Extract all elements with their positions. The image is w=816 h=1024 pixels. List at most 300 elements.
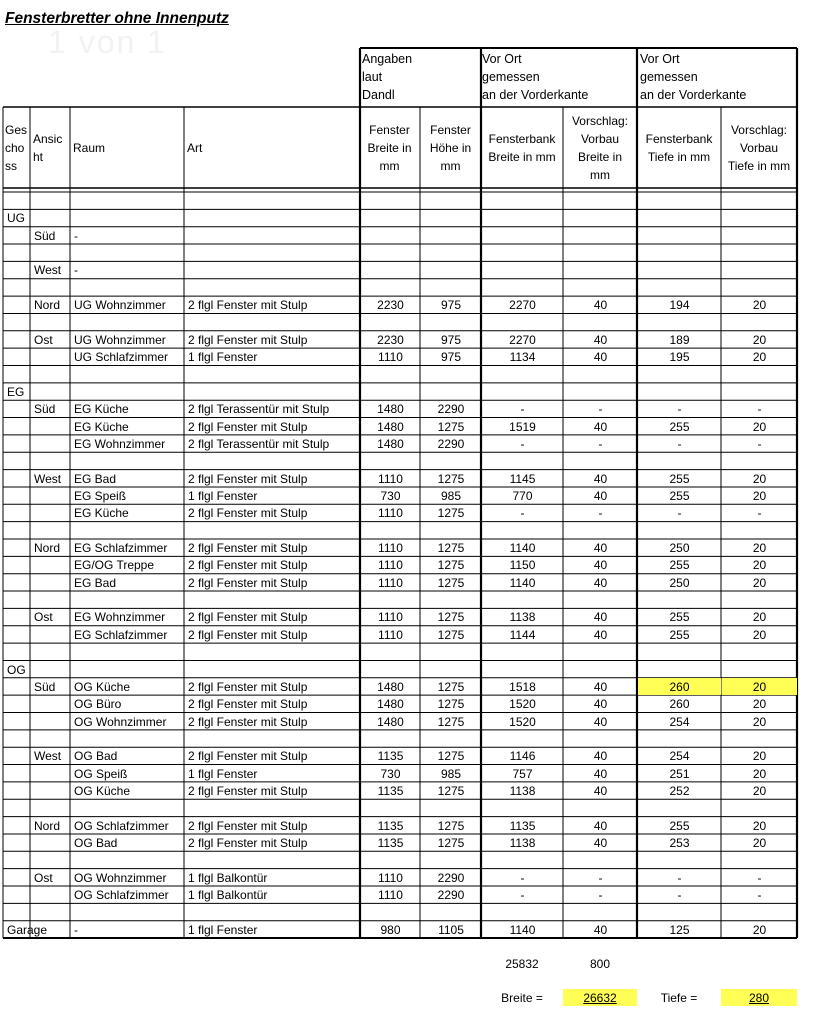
cell-fensterbank-breite: 1519 xyxy=(509,419,536,434)
cell-fenster-hoehe: 1275 xyxy=(437,610,465,625)
cell-vorbau-breite: - xyxy=(598,436,603,451)
cell-raum: OG Wohnzimmer xyxy=(74,714,167,729)
cell-raum xyxy=(71,522,184,539)
table-row xyxy=(0,921,816,938)
col-header-fenster-hoehe: Fenster Höhe in mm xyxy=(429,123,472,173)
cell-fenster-hoehe: 985 xyxy=(440,489,462,503)
cell-vorbau-tiefe: 20 xyxy=(752,714,767,729)
cell-raum: UG Schlafzimmer xyxy=(74,350,169,365)
cell-ansicht: Süd xyxy=(34,679,56,694)
cell-ansicht xyxy=(31,591,70,608)
cell-ansicht xyxy=(31,348,70,365)
cell-fensterbank-tiefe: 253 xyxy=(669,836,690,850)
table-row xyxy=(0,383,816,400)
cell-vorbau-tiefe: 20 xyxy=(752,471,767,486)
cell-geschoss xyxy=(4,452,30,469)
cell-vorbau-tiefe: 20 xyxy=(752,575,767,590)
cell-vorbau-breite xyxy=(564,279,637,296)
table-row xyxy=(0,314,816,331)
cell-vorbau-breite: - xyxy=(598,870,603,885)
cell-vorbau-tiefe xyxy=(722,244,797,261)
cell-fenster-hoehe xyxy=(421,799,481,816)
cell-fensterbank-tiefe: 194 xyxy=(669,298,690,313)
cell-vorbau-tiefe xyxy=(722,314,797,331)
cell-geschoss xyxy=(4,261,30,278)
table-row xyxy=(0,574,816,591)
cell-geschoss xyxy=(4,765,30,782)
cell-raum: OG Küche xyxy=(74,679,131,694)
cell-geschoss xyxy=(4,608,30,625)
cell-raum: OG Schlafzimmer xyxy=(74,818,169,833)
table-row xyxy=(0,591,816,608)
cell-fensterbank-breite: 1134 xyxy=(509,350,536,365)
cell-vorbau-breite: 40 xyxy=(593,489,608,503)
cell-vorbau-tiefe: 20 xyxy=(752,818,767,833)
cell-raum: UG Wohnzimmer xyxy=(74,332,166,347)
cell-fenster-breite xyxy=(361,279,420,296)
cell-geschoss xyxy=(4,487,30,504)
cell-art: 2 flgl Fenster mit Stulp xyxy=(188,818,308,833)
cell-art: 1 flgl Fenster xyxy=(188,922,258,937)
cell-fenster-breite: 1110 xyxy=(378,558,403,573)
cell-vorbau-breite: 40 xyxy=(593,922,608,937)
cell-raum xyxy=(71,244,184,261)
cell-fenster-breite xyxy=(361,799,420,816)
cell-fenster-breite: 1110 xyxy=(378,870,403,885)
cell-fenster-breite: 1110 xyxy=(378,888,403,902)
cell-fenster-breite xyxy=(361,209,420,226)
cell-fenster-hoehe: 1275 xyxy=(437,714,465,729)
col-header-raum: Raum xyxy=(73,141,106,155)
cell-fensterbank-tiefe: 254 xyxy=(669,749,690,764)
cell-vorbau-breite xyxy=(564,261,637,278)
cell-vorbau-breite xyxy=(564,903,637,920)
cell-fenster-breite xyxy=(361,591,420,608)
cell-fensterbank-tiefe: - xyxy=(677,436,682,451)
cell-fenster-breite: 1110 xyxy=(378,575,403,590)
cell-fensterbank-tiefe: - xyxy=(677,402,682,417)
cell-ansicht xyxy=(31,782,70,799)
cell-vorbau-breite: 40 xyxy=(593,818,608,833)
cell-fenster-breite: 1480 xyxy=(377,419,404,434)
cell-raum xyxy=(71,192,184,209)
cell-ansicht xyxy=(31,921,70,938)
cell-fenster-breite: 1110 xyxy=(378,506,403,521)
cell-vorbau-tiefe: - xyxy=(757,506,762,521)
cell-raum: OG Küche xyxy=(74,783,131,798)
table-row xyxy=(0,817,816,834)
cell-fensterbank-tiefe: 255 xyxy=(669,610,690,625)
table-row xyxy=(0,695,816,712)
cell-vorbau-tiefe xyxy=(722,261,797,278)
cell-geschoss xyxy=(4,678,30,695)
cell-ansicht xyxy=(31,661,70,678)
table-row xyxy=(0,678,816,695)
cell-vorbau-breite: 40 xyxy=(593,627,608,642)
cell-art: 2 flgl Terassentür mit Stulp xyxy=(188,402,330,417)
cell-geschoss xyxy=(4,574,30,591)
cell-vorbau-tiefe: 20 xyxy=(752,610,767,625)
cell-ansicht xyxy=(31,244,70,261)
cell-fenster-breite: 1110 xyxy=(378,610,403,625)
table-row xyxy=(0,799,816,816)
cell-raum xyxy=(71,209,184,226)
cell-raum xyxy=(71,730,184,747)
cell-ansicht xyxy=(31,366,70,383)
cell-fensterbank-tiefe xyxy=(638,314,721,331)
cell-art xyxy=(185,227,360,244)
cell-geschoss: EG xyxy=(7,384,25,399)
cell-vorbau-tiefe xyxy=(722,661,797,678)
cell-fensterbank-breite: - xyxy=(520,506,525,521)
cell-vorbau-tiefe xyxy=(722,209,797,226)
cell-fenster-breite xyxy=(361,192,420,209)
cell-vorbau-tiefe: 20 xyxy=(752,541,767,555)
cell-art: 2 flgl Fenster mit Stulp xyxy=(188,419,308,434)
cell-raum: EG Bad xyxy=(74,471,117,486)
cell-geschoss xyxy=(4,296,30,313)
cell-fenster-hoehe xyxy=(421,522,481,539)
cell-fensterbank-breite: 2270 xyxy=(509,332,536,347)
cell-fensterbank-tiefe xyxy=(638,209,721,226)
cell-geschoss xyxy=(4,227,30,244)
cell-fenster-hoehe: 1275 xyxy=(437,749,465,764)
cell-fenster-breite xyxy=(361,383,420,400)
cell-ansicht: Nord xyxy=(34,298,61,313)
cell-art xyxy=(185,314,360,331)
cell-art: 2 flgl Fenster mit Stulp xyxy=(188,697,308,712)
cell-fensterbank-tiefe xyxy=(638,661,721,678)
col-header-vorbau-tiefe: Vorschlag: Vorbau Tiefe in mm xyxy=(727,123,791,173)
cell-fensterbank-breite xyxy=(482,851,563,868)
cell-fenster-breite: 730 xyxy=(380,766,401,781)
table-row xyxy=(0,400,816,417)
sum-vorbau: 800 xyxy=(589,957,611,971)
cell-art: 2 flgl Fenster mit Stulp xyxy=(188,627,308,642)
cell-fenster-breite xyxy=(361,227,420,244)
cell-art: 2 flgl Fenster mit Stulp xyxy=(188,783,308,798)
cell-raum: EG Wohnzimmer xyxy=(74,436,166,451)
cell-fensterbank-breite: - xyxy=(520,436,525,451)
cell-vorbau-tiefe xyxy=(722,279,797,296)
cell-raum: EG Wohnzimmer xyxy=(74,610,166,625)
cell-fenster-breite xyxy=(361,851,420,868)
cell-geschoss xyxy=(4,817,30,834)
cell-art xyxy=(185,799,360,816)
cell-fensterbank-breite xyxy=(482,244,563,261)
cell-fensterbank-breite xyxy=(482,227,563,244)
cell-fenster-breite: 1480 xyxy=(377,714,404,729)
cell-fenster-hoehe: 2290 xyxy=(437,888,465,902)
cell-fenster-breite xyxy=(361,244,420,261)
tiefe-total-value: 280 xyxy=(748,991,770,1005)
cell-vorbau-breite: - xyxy=(598,506,603,521)
cell-raum: EG Schlafzimmer xyxy=(74,541,168,555)
cell-ansicht xyxy=(31,626,70,643)
cell-fenster-hoehe: 2290 xyxy=(437,870,465,885)
cell-art xyxy=(185,261,360,278)
table-row xyxy=(0,626,816,643)
cell-ansicht xyxy=(31,556,70,573)
sum-breite: 25832 xyxy=(505,957,539,971)
cell-fenster-hoehe: 2290 xyxy=(437,402,465,417)
cell-vorbau-breite xyxy=(564,851,637,868)
table-row xyxy=(0,869,816,886)
cell-fensterbank-breite: 1140 xyxy=(509,541,536,555)
breite-total-value: 26632 xyxy=(583,991,617,1005)
cell-art xyxy=(185,383,360,400)
cell-fenster-breite xyxy=(361,261,420,278)
cell-fensterbank-tiefe: 255 xyxy=(669,419,690,434)
cell-ansicht xyxy=(31,383,70,400)
cell-art: 2 flgl Fenster mit Stulp xyxy=(188,836,308,850)
cell-ansicht: Nord xyxy=(34,818,61,833)
cell-fensterbank-tiefe: 252 xyxy=(669,783,690,798)
table-row xyxy=(0,227,816,244)
cell-vorbau-breite xyxy=(564,643,637,660)
cell-fensterbank-breite: - xyxy=(520,888,525,902)
cell-fensterbank-tiefe xyxy=(638,261,721,278)
cell-geschoss xyxy=(4,314,30,331)
cell-fensterbank-breite: 770 xyxy=(512,489,533,503)
cell-vorbau-tiefe: 20 xyxy=(752,766,767,781)
cell-fenster-hoehe: 975 xyxy=(440,298,462,313)
cell-fensterbank-tiefe: 125 xyxy=(669,922,690,937)
cell-art: 2 flgl Fenster mit Stulp xyxy=(188,541,308,555)
table-row xyxy=(0,608,816,625)
cell-fenster-breite: 1480 xyxy=(377,402,404,417)
cell-ansicht: Ost xyxy=(34,870,53,885)
cell-fensterbank-breite: 1138 xyxy=(509,783,536,798)
cell-art: 2 flgl Fenster mit Stulp xyxy=(188,679,308,694)
document-title: Fensterbretter ohne Innenputz xyxy=(5,10,229,27)
cell-art: 1 flgl Fenster xyxy=(188,766,258,781)
cell-vorbau-breite: 40 xyxy=(593,783,608,798)
table-row xyxy=(0,834,816,851)
cell-fensterbank-tiefe: 251 xyxy=(669,766,690,781)
cell-raum: - xyxy=(74,228,78,243)
cell-ansicht xyxy=(31,435,70,452)
table-row xyxy=(0,661,816,678)
cell-fensterbank-breite: 1520 xyxy=(509,714,536,729)
cell-art xyxy=(185,192,360,209)
cell-fensterbank-tiefe: - xyxy=(677,506,682,521)
cell-vorbau-breite: 40 xyxy=(593,350,608,365)
cell-fenster-hoehe: 985 xyxy=(440,766,462,781)
cell-art xyxy=(185,366,360,383)
table-row xyxy=(0,765,816,782)
cell-vorbau-tiefe: 20 xyxy=(752,627,767,642)
cell-art xyxy=(185,244,360,261)
cell-fensterbank-tiefe: - xyxy=(677,888,682,902)
cell-art: 1 flgl Balkontür xyxy=(188,888,268,902)
cell-art xyxy=(185,903,360,920)
cell-fenster-hoehe: 1275 xyxy=(437,558,465,573)
cell-fenster-breite xyxy=(361,366,420,383)
cell-fensterbank-tiefe: 255 xyxy=(669,489,690,503)
cell-fenster-hoehe xyxy=(421,209,481,226)
cell-fenster-breite: 980 xyxy=(380,922,401,937)
cell-geschoss xyxy=(4,366,30,383)
cell-fenster-hoehe: 1275 xyxy=(437,471,465,486)
cell-fensterbank-tiefe xyxy=(638,799,721,816)
cell-fenster-hoehe xyxy=(421,366,481,383)
cell-fensterbank-tiefe xyxy=(638,227,721,244)
cell-fenster-hoehe xyxy=(421,661,481,678)
cell-geschoss xyxy=(4,643,30,660)
cell-vorbau-tiefe xyxy=(722,851,797,868)
cell-raum: - xyxy=(74,922,78,937)
cell-fenster-hoehe: 1105 xyxy=(438,922,464,937)
cell-vorbau-tiefe: 20 xyxy=(722,678,797,695)
cell-ansicht xyxy=(31,730,70,747)
cell-raum xyxy=(71,383,184,400)
cell-fensterbank-breite xyxy=(482,366,563,383)
cell-geschoss xyxy=(4,331,30,348)
cell-raum xyxy=(71,903,184,920)
cell-fensterbank-tiefe: 250 xyxy=(669,575,690,590)
cell-art xyxy=(185,643,360,660)
cell-vorbau-breite: 40 xyxy=(593,610,608,625)
cell-art: 2 flgl Fenster mit Stulp xyxy=(188,332,308,347)
table-row xyxy=(0,261,816,278)
cell-fensterbank-tiefe xyxy=(638,851,721,868)
cell-fenster-breite: 1480 xyxy=(377,697,404,712)
cell-vorbau-breite: - xyxy=(598,888,603,902)
cell-vorbau-breite xyxy=(564,452,637,469)
cell-fensterbank-tiefe: - xyxy=(677,870,682,885)
cell-vorbau-breite: 40 xyxy=(593,697,608,712)
cell-geschoss xyxy=(4,747,30,764)
cell-fenster-breite: 730 xyxy=(380,489,401,503)
cell-geschoss xyxy=(4,851,30,868)
cell-geschoss xyxy=(4,556,30,573)
cell-fenster-breite: 1135 xyxy=(377,749,404,764)
tiefe-total xyxy=(721,989,797,1006)
cell-fenster-hoehe: 1275 xyxy=(437,783,465,798)
cell-fensterbank-tiefe: 255 xyxy=(669,627,690,642)
cell-ansicht: West xyxy=(34,749,62,764)
cell-raum: OG Speiß xyxy=(74,766,128,781)
cell-fensterbank-tiefe xyxy=(638,730,721,747)
cell-fenster-hoehe xyxy=(421,383,481,400)
cell-geschoss xyxy=(4,591,30,608)
cell-vorbau-breite xyxy=(564,591,637,608)
cell-fensterbank-tiefe xyxy=(638,522,721,539)
cell-fenster-hoehe: 1275 xyxy=(437,575,465,590)
cell-ansicht: Nord xyxy=(34,541,61,555)
cell-geschoss: UG xyxy=(7,211,25,226)
cell-ansicht xyxy=(31,765,70,782)
cell-vorbau-breite: 40 xyxy=(593,541,608,555)
cell-vorbau-tiefe xyxy=(722,799,797,816)
cell-fenster-breite: 1110 xyxy=(378,627,403,642)
cell-vorbau-tiefe: 20 xyxy=(752,489,767,503)
cell-geschoss xyxy=(4,418,30,435)
cell-geschoss xyxy=(4,470,30,487)
cell-vorbau-breite xyxy=(564,314,637,331)
cell-fenster-hoehe: 1275 xyxy=(437,818,465,833)
cell-ansicht xyxy=(31,452,70,469)
cell-fenster-hoehe: 975 xyxy=(440,350,462,365)
cell-vorbau-tiefe: - xyxy=(757,870,762,885)
cell-art: 2 flgl Fenster mit Stulp xyxy=(188,714,308,729)
cell-art: 2 flgl Fenster mit Stulp xyxy=(188,749,308,764)
cell-fensterbank-breite xyxy=(482,903,563,920)
cell-art: 1 flgl Fenster xyxy=(188,489,258,503)
cell-vorbau-breite xyxy=(564,209,637,226)
cell-fensterbank-tiefe xyxy=(638,591,721,608)
cell-art: 2 flgl Fenster mit Stulp xyxy=(188,298,308,313)
cell-vorbau-breite xyxy=(564,366,637,383)
cell-fensterbank-breite xyxy=(482,452,563,469)
cell-fensterbank-breite: 1150 xyxy=(509,558,536,573)
cell-fenster-breite: 1480 xyxy=(377,436,404,451)
cell-fenster-hoehe: 2290 xyxy=(437,436,465,451)
cell-fensterbank-breite: 2270 xyxy=(509,298,536,313)
table-row xyxy=(0,782,816,799)
cell-vorbau-tiefe: 20 xyxy=(752,558,767,573)
table-row xyxy=(0,209,816,226)
cell-fensterbank-breite: 1144 xyxy=(509,627,536,642)
cell-fenster-hoehe xyxy=(421,261,481,278)
cell-raum: OG Schlafzimmer xyxy=(74,888,169,902)
cell-fenster-breite: 1480 xyxy=(377,679,404,694)
table-row xyxy=(0,435,816,452)
cell-fensterbank-breite xyxy=(482,314,563,331)
table-row xyxy=(0,296,816,313)
cell-vorbau-breite: 40 xyxy=(593,766,608,781)
col-header-ansicht: Ansic ht xyxy=(33,132,63,164)
cell-geschoss xyxy=(4,400,30,417)
cell-art xyxy=(185,591,360,608)
cell-fensterbank-tiefe xyxy=(638,383,721,400)
cell-fenster-hoehe: 1275 xyxy=(437,697,465,712)
cell-raum: EG Bad xyxy=(74,575,117,590)
cell-geschoss xyxy=(4,834,30,851)
cell-ansicht: Süd xyxy=(34,402,56,417)
cell-fensterbank-tiefe xyxy=(638,244,721,261)
cell-fenster-hoehe xyxy=(421,314,481,331)
cell-geschoss xyxy=(4,279,30,296)
cell-fensterbank-tiefe: 260 xyxy=(669,697,690,712)
cell-raum: - xyxy=(74,263,78,278)
cell-geschoss xyxy=(4,192,30,209)
cell-fensterbank-breite: 1135 xyxy=(509,818,536,833)
group-header-angaben: Angaben laut Dandl xyxy=(362,52,413,102)
cell-fensterbank-breite xyxy=(482,730,563,747)
cell-geschoss xyxy=(4,869,30,886)
cell-fenster-breite: 1135 xyxy=(377,836,404,850)
cell-fensterbank-tiefe xyxy=(638,192,721,209)
cell-vorbau-tiefe xyxy=(722,383,797,400)
cell-fensterbank-tiefe xyxy=(638,366,721,383)
cell-vorbau-breite: - xyxy=(598,402,603,417)
cell-raum xyxy=(71,643,184,660)
cell-ansicht: Ost xyxy=(34,610,53,625)
col-header-fensterbank-tiefe: Fensterbank Tiefe in mm xyxy=(645,132,713,164)
cell-geschoss xyxy=(4,730,30,747)
cell-ansicht xyxy=(31,522,70,539)
table-row xyxy=(0,713,816,730)
cell-vorbau-tiefe: 20 xyxy=(752,697,767,712)
cell-raum xyxy=(71,314,184,331)
cell-vorbau-breite xyxy=(564,244,637,261)
table-row xyxy=(0,331,816,348)
table-row xyxy=(0,539,816,556)
cell-art: 2 flgl Fenster mit Stulp xyxy=(188,471,308,486)
cell-vorbau-breite: 40 xyxy=(593,749,608,764)
